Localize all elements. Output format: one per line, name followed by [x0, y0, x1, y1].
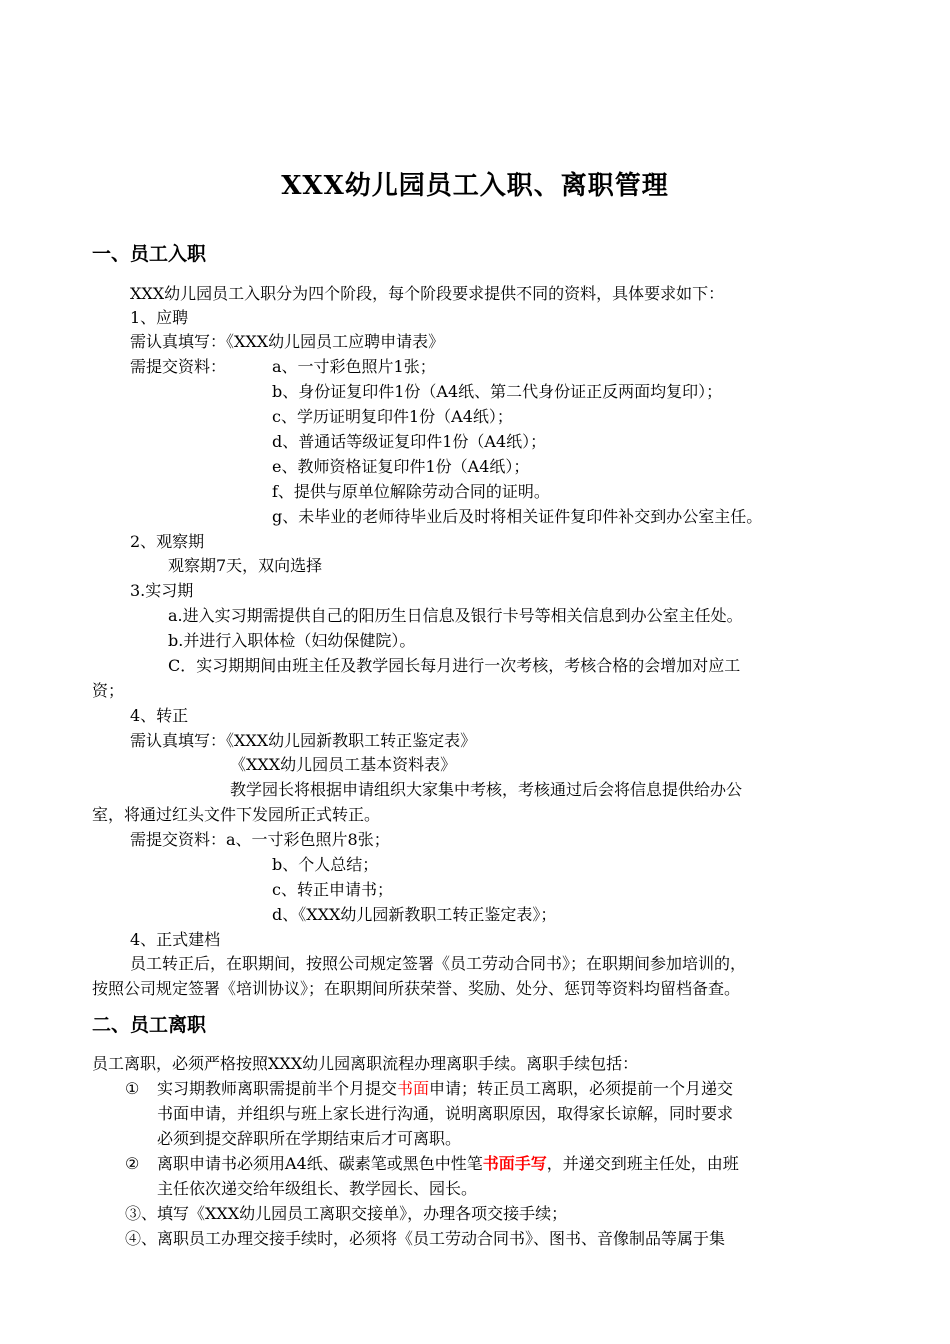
list-item: g、未毕业的老师待毕业后及时将相关证件复印件补交到办公室主任。 [272, 507, 763, 526]
list-item: b、个人总结； [272, 855, 379, 874]
document-title: XXX幼儿园员工入职、离职管理 [281, 171, 669, 201]
list-item: f、提供与原单位解除劳动合同的证明。 [272, 482, 550, 501]
stage-title-regularization: 4、转正 [130, 706, 189, 725]
resignation-item-1-cont: 书面申请，并组织与班上家长进行沟通，说明离职原因，取得家长谅解，同时要求 [157, 1104, 734, 1123]
list-number: ② [125, 1154, 140, 1173]
list-number: ① [125, 1079, 140, 1098]
section-heading-onboarding: 一、员工入职 [92, 243, 207, 265]
list-item: b、身份证复印件1份（A4纸、第二代身份证正反两面均复印）； [272, 382, 723, 401]
list-item: c、学历证明复印件1份（A4纸）； [272, 407, 513, 426]
emphasis-text: 书面 [397, 1079, 430, 1098]
list-item: a、一寸彩色照片1张； [272, 357, 436, 376]
stage-internship-b: b.并进行入职体检（妇幼保健院）。 [168, 631, 416, 650]
stage-regularization-submit: 需提交资料：a、一寸彩色照片8张； [130, 830, 390, 849]
stage-internship-a: a.进入实习期需提供自己的阳历生日信息及银行卡号等相关信息到办公室主任处。 [168, 606, 743, 625]
stage-regularization-fill-2: 《XXX幼儿园员工基本资料表》 [230, 755, 457, 774]
onboarding-intro: XXX幼儿园员工入职分为四个阶段，每个阶段要求提供不同的资料，具体要求如下： [130, 284, 725, 303]
stage-title-archive: 4、正式建档 [130, 930, 221, 949]
list-item: e、教师资格证复印件1份（A4纸）； [272, 457, 530, 476]
stage-archive-text-cont: 按照公司规定签署《培训协议》；在职期间所获荣誉、奖励、处分、惩罚等资料均留档备查。 [92, 979, 741, 998]
emphasis-text: 书面手写 [482, 1154, 547, 1173]
stage-title-observation: 2、观察期 [130, 532, 205, 551]
resignation-item-2-cont: 主任依次递交给年级组长、教学园长、园长。 [157, 1179, 478, 1198]
stage-archive-text: 员工转正后，在职期间，按照公司规定签署《员工劳动合同书》；在职期间参加培训的， [130, 954, 747, 973]
stage-title-apply: 1、应聘 [130, 308, 189, 327]
resignation-item-1: 实习期教师离职需提前半个月提交书面申请；转正员工离职，必须提前一个月递交 [157, 1079, 734, 1098]
list-item: d、普通话等级证复印件1份（A4纸）； [272, 432, 547, 451]
list-item: c、转正申请书； [272, 880, 393, 899]
stage-regularization-text: 教学园长将根据申请组织大家集中考核，考核通过后会将信息提供给办公 [230, 780, 743, 799]
resignation-item-3: ③、填写《XXX幼儿园员工离职交接单》，办理各项交接手续； [125, 1204, 568, 1223]
resignation-item-2: 离职申请书必须用A4纸、碳素笔或黑色中性笔书面手写，并递交到班主任处，由班 [157, 1154, 739, 1173]
stage-regularization-text-cont: 室，将通过红头文件下发园所正式转正。 [92, 805, 381, 824]
section-heading-resignation: 二、员工离职 [92, 1014, 207, 1036]
resignation-item-4: ④、离职员工办理交接手续时，必须将《员工劳动合同书》、图书、音像制品等属于集 [125, 1229, 726, 1248]
stage-internship-c: C．实习期期间由班主任及教学园长每月进行一次考核，考核合格的会增加对应工 [168, 656, 741, 675]
stage-regularization-fill: 需认真填写：《XXX幼儿园新教职工转正鉴定表》 [130, 731, 477, 750]
stage-apply-submit-label: 需提交资料： [130, 357, 227, 376]
list-item: d、《XXX幼儿园新教职工转正鉴定表》； [272, 905, 557, 924]
resignation-intro: 员工离职，必须严格按照XXX幼儿园离职流程办理离职手续。离职手续包括： [92, 1054, 639, 1073]
stage-title-internship: 3.实习期 [130, 581, 194, 600]
stage-observation-text: 观察期7天，双向选择 [168, 556, 323, 575]
stage-internship-c-cont: 资； [92, 681, 125, 700]
resignation-item-1-cont: 必须到提交辞职所在学期结束后才可离职。 [157, 1129, 462, 1148]
stage-apply-fill: 需认真填写：《XXX幼儿园员工应聘申请表》 [130, 332, 445, 351]
